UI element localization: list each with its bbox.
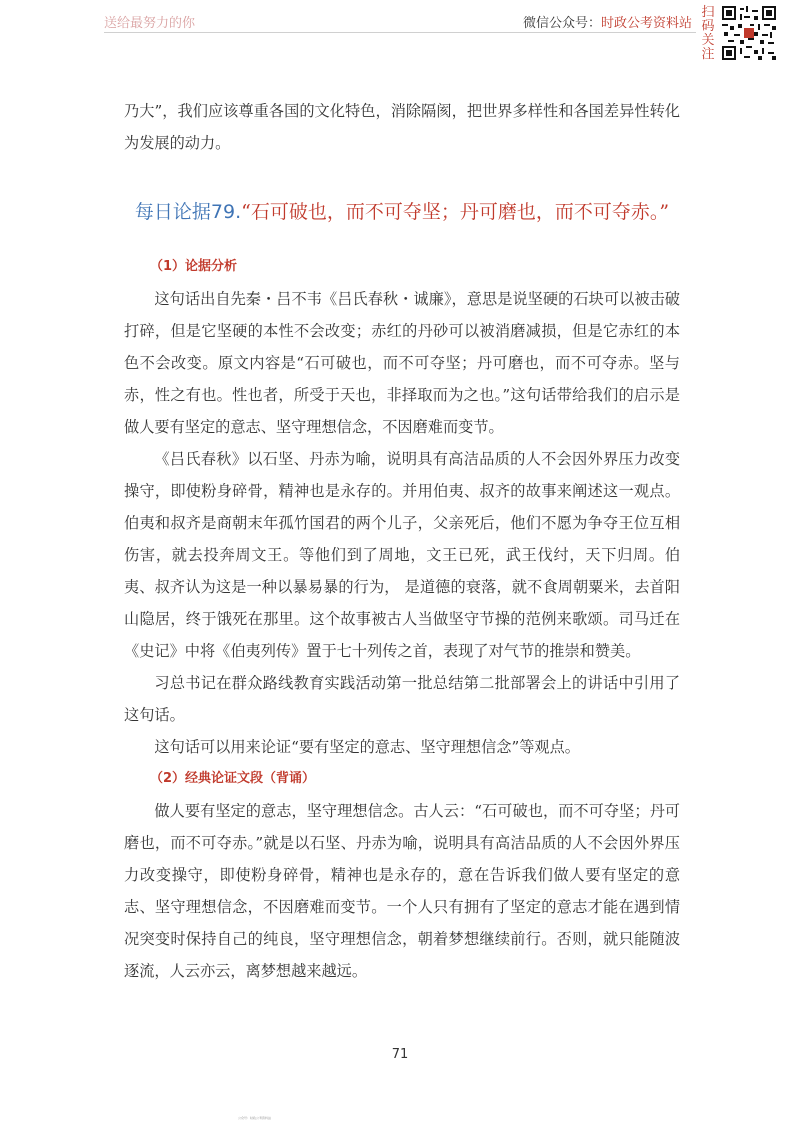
qr-code-icon[interactable] [722,6,776,60]
section-heading-quote: “石可破也，而不可夺坚；丹可磨也，而不可夺赤。” [241,201,670,223]
section-heading-number: 每日论据79. [134,201,242,223]
document-body [124,95,680,987]
header-wechat-prefix: 微信公众号： [522,16,601,31]
intro-continuation: 乃大”，我们应该尊重各国的文化特色，消除隔阂，把世界多样性和各国差异性转化为发展的动力。 [124,102,680,152]
analysis-paragraph-3: 习总书记在群众路线教育实践活动第一批总结第二批部署会上的讲话中引用了这句话。 [124,674,680,724]
subheading-essay: （2）经典论证文段（背诵） [150,771,316,786]
essay-paragraph: 做人要有坚定的意志，坚守理想信念。古人云：“石可破也，而不可夺坚；丹可磨也，而不可夺赤。”就是以石坚、丹赤为喻，说明具有高洁品质的人不会因外界压力改变操守，即使粉身碎骨，精神也是永存的，意在告诉我们做人要有坚定的意志、坚守理想信念，不因磨难而变节。一个人只有拥有了坚定的意志才能在遇到情况突变时保持自己的纯良，坚守理想信念，朝着梦想继续前行。否则，就只能随波逐流，人云亦云，离梦想越来越远。 [124,802,680,980]
analysis-paragraph-4: 这句话可以用来论证“要有坚定的意志、坚守理想信念”等观点。 [154,738,580,756]
subheading-analysis: （1）论据分析 [150,259,238,274]
analysis-paragraph-1: 这句话出自先秦・吕不韦《吕氏春秋・诚廉》，意思是说坚硬的石块可以被击破打碎，但是它坚硬的本性不会改变；赤红的丹砂可以被消磨减损，但是它赤红的本色不会改变。原文内容是“石可破也，而不可夺坚；丹可磨也，而不可夺赤。坚与赤，性之有也。性也者，所受于天也，非择取而为之也。”这句话带给我们的启示是做人要有坚定的意志、坚守理想信念，不因磨难而变节。 [124,290,680,436]
scan-follow-label: 扫码关注 [701,5,715,62]
section-heading [124,199,680,225]
header-slogan: 送给最努力的你 [104,16,196,31]
page-number: 71 [391,1047,409,1062]
header-wechat [523,12,692,31]
footer-note: 公众号：时政公考资料站 [238,1116,272,1120]
header-wechat-account: 时政公考资料站 [600,16,692,31]
analysis-paragraph-2: 《吕氏春秋》以石坚、丹赤为喻，说明具有高洁品质的人不会因外界压力改变操守，即使粉身碎骨，精神也是永存的。并用伯夷、叔齐的故事来阐述这一观点。伯夷和叔齐是商朝末年孤竹国君的两个儿子，父亲死后，他们不愿为争夺王位互相伤害，就去投奔周文王。等他们到了周地，文王已死，武王伐纣，天下归周。伯夷、叔齐认为这是一种以暴易暴的行为， 是道德的衰落，就不食周朝粟米，去首阳山隐居，终于饿死在那里。这个故事被古人当做坚守节操的范例来歌颂。司马迁在《史记》中将《伯夷列传》置于七十列传之首，表现了对气节的推崇和赞美。 [124,450,680,660]
header-divider [104,32,696,33]
